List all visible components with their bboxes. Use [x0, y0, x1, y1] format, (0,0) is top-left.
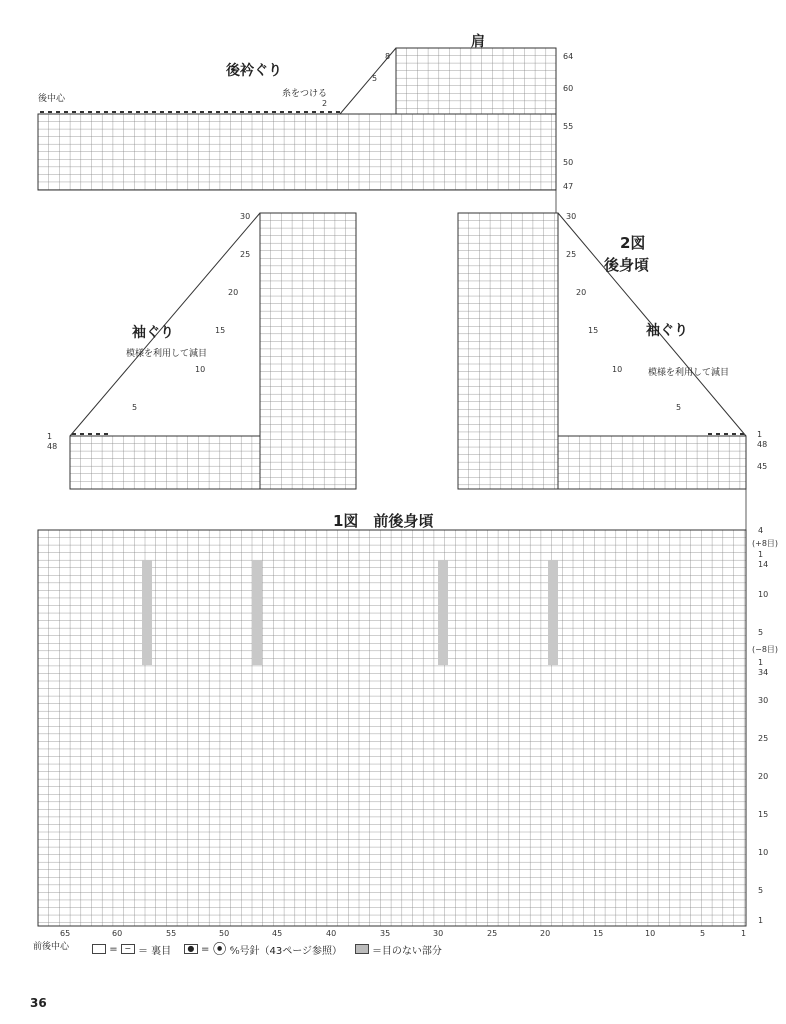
decrease-note-left: 模様を利用して減目 [126, 349, 208, 359]
row-mark: 20 [758, 772, 769, 781]
no-stitch-box-icon [355, 944, 369, 954]
col-number: 40 [326, 929, 337, 938]
legend [92, 939, 442, 959]
row-mark: 5 [132, 403, 138, 412]
row-mark: 47 [563, 182, 574, 191]
row-mark: 10 [758, 590, 769, 599]
row-mark: 25 [240, 250, 251, 259]
neck-mark: 8 [385, 52, 391, 61]
row-mark: 60 [563, 84, 574, 93]
row-mark: 5 [758, 628, 764, 637]
col-number: 45 [272, 929, 283, 938]
row-mark: 34 [758, 668, 769, 677]
row-mark: 10 [612, 365, 623, 374]
fig2-title: 後身頃 [604, 256, 650, 274]
row-mark: (+8目) [752, 539, 779, 548]
col-number: 30 [433, 929, 444, 938]
row-mark: 25 [566, 250, 577, 259]
row-mark: 20 [576, 288, 587, 297]
bobble-symbol-icon: ● [184, 944, 198, 954]
row-mark: 1 [758, 916, 764, 925]
legend-no-stitch: ＝目のない部分 [371, 945, 442, 957]
row-mark: 1 [758, 658, 764, 667]
knit-box-icon [92, 944, 106, 954]
row-mark: (−8目) [752, 645, 779, 654]
fig1-title: 1図 前後身頃 [333, 512, 434, 530]
legend-eq: = [109, 943, 118, 955]
armhole-left-title: 袖ぐり [132, 325, 174, 341]
col-number: 50 [219, 929, 230, 938]
row-mark: 30 [240, 212, 251, 221]
bobble-shape-icon: ⦿ [212, 942, 227, 958]
row-mark: 10 [195, 365, 206, 374]
row-mark: 14 [758, 560, 769, 569]
col-number: 60 [112, 929, 123, 938]
col-number: 55 [166, 929, 177, 938]
col-number: 35 [380, 929, 391, 938]
col-number: 65 [60, 929, 71, 938]
legend-needle: ⁶⁄₀号針（43ページ参照） [229, 945, 343, 957]
col-number: 10 [645, 929, 656, 938]
back-neck-title: 後衿ぐり [226, 63, 282, 79]
row-mark: 30 [566, 212, 577, 221]
row-mark: 15 [588, 326, 599, 335]
col-number: 1 [741, 929, 747, 938]
row-mark: 55 [563, 122, 574, 131]
armhole-right-title: 袖ぐり [646, 323, 688, 339]
row-mark: 25 [758, 734, 769, 743]
shoulder-title: 肩 [471, 34, 485, 50]
row-mark: 15 [758, 810, 769, 819]
row-mark: 20 [228, 288, 239, 297]
page-number: 36 [30, 996, 47, 1010]
row-mark: 5 [676, 403, 682, 412]
center-back-note: 後中心 [38, 94, 66, 104]
col-number: 5 [700, 929, 706, 938]
row-mark: 1 [757, 430, 763, 439]
center-front-back-note: 前後中心 [33, 942, 70, 952]
row-mark: 48 [47, 442, 58, 451]
fig2-number: 2図 [620, 234, 646, 252]
row-mark: 64 [563, 52, 574, 61]
row-mark: 5 [758, 886, 764, 895]
col-number: 25 [487, 929, 498, 938]
row-mark: 48 [757, 440, 768, 449]
row-mark: 30 [758, 696, 769, 705]
row-mark: 1 [47, 432, 53, 441]
row-mark: 45 [757, 462, 768, 471]
col-number: 15 [593, 929, 604, 938]
legend-eq2: = [201, 943, 210, 955]
neck-mark: 5 [372, 74, 378, 83]
row-mark: 4 [758, 526, 764, 535]
row-mark: 50 [563, 158, 574, 167]
row-mark: 15 [215, 326, 226, 335]
attach-yarn-note: 糸をつける [282, 89, 328, 99]
col-number: 20 [540, 929, 551, 938]
row-mark: 10 [758, 848, 769, 857]
decrease-note-right: 模様を利用して減目 [648, 368, 730, 378]
row-mark: 1 [758, 550, 764, 559]
purl-symbol-icon: − [121, 944, 135, 954]
neck-mark: 2 [322, 99, 328, 108]
legend-purl: ＝ 裏目 [137, 945, 172, 957]
